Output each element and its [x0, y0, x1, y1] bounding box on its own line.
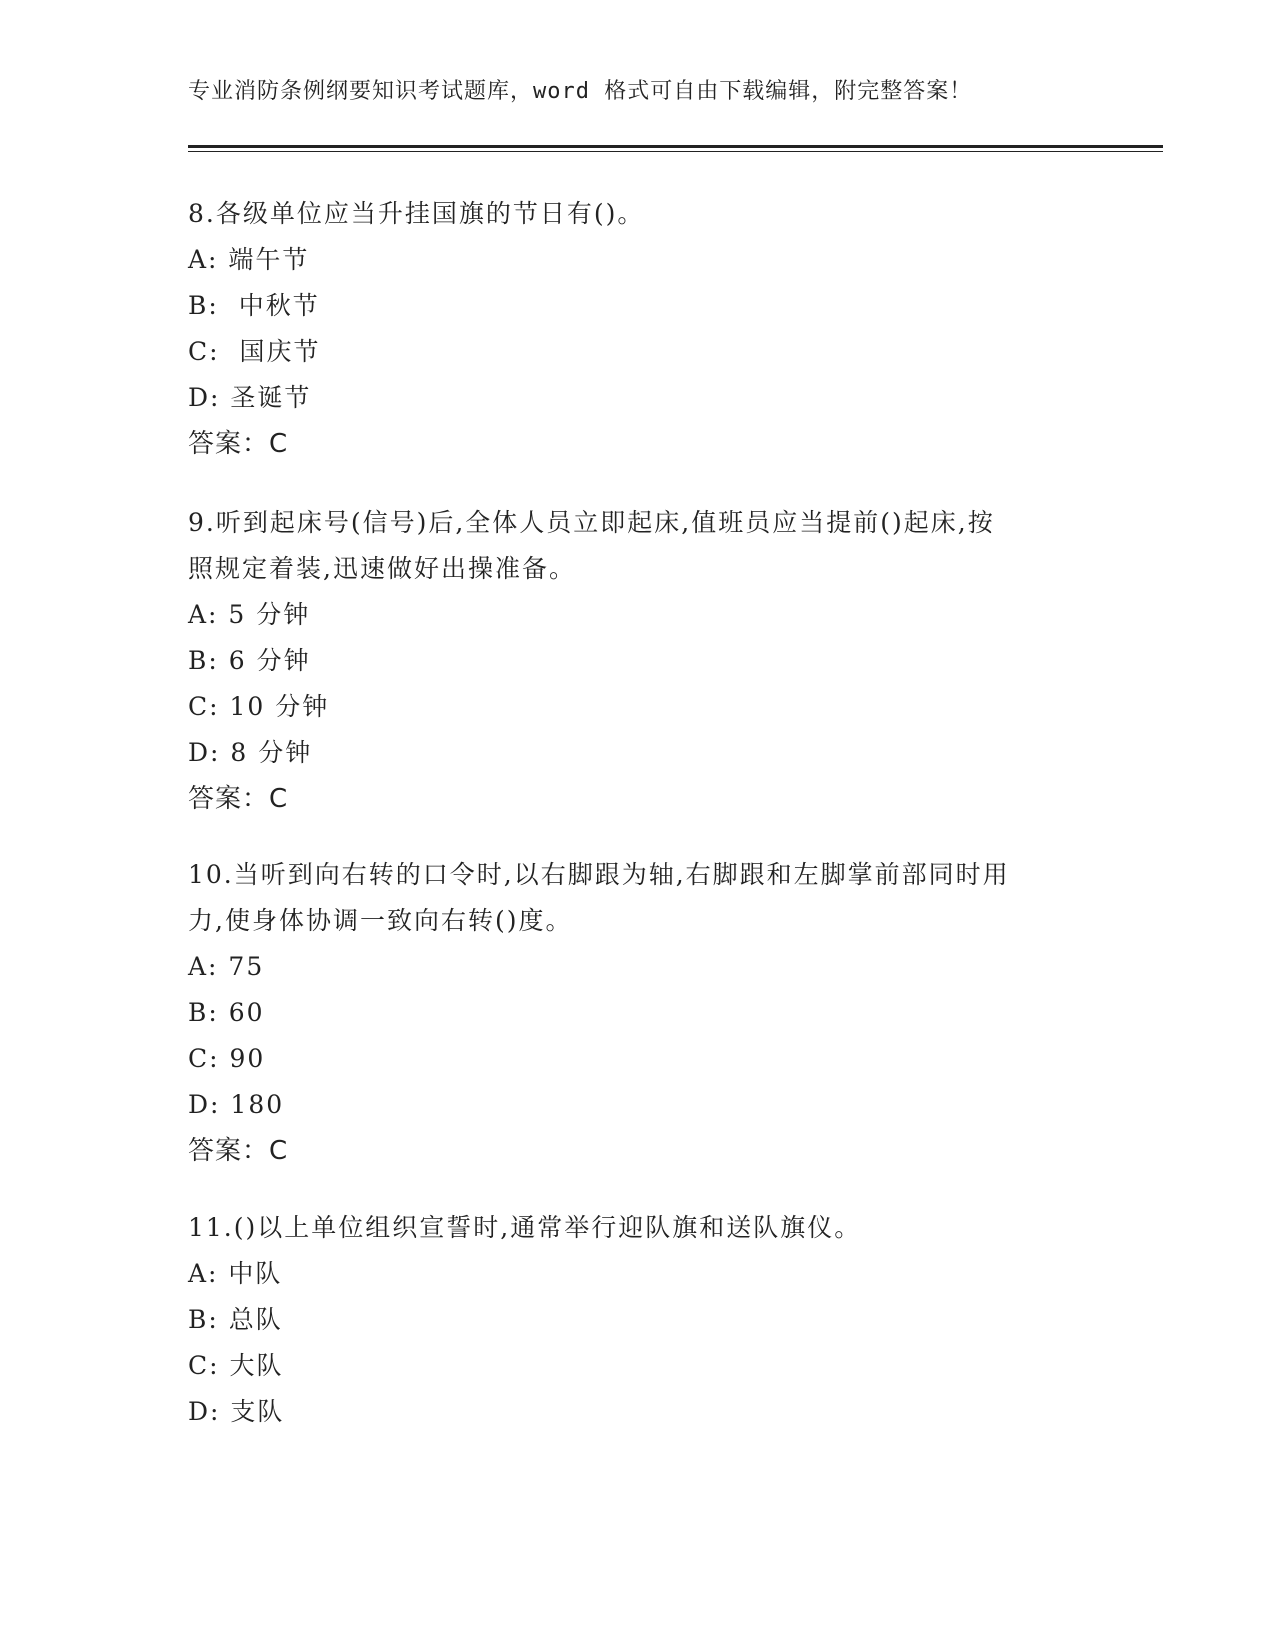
option-b: B: 6 分钟 [188, 646, 311, 675]
option-c: C: 大队 [188, 1351, 284, 1380]
answer-label: 答案：C [188, 429, 289, 459]
question-8 [188, 191, 1088, 467]
option-d: D: 180 [188, 1090, 285, 1119]
option-a: A: 端午节 [188, 245, 310, 274]
question-9 [188, 500, 1088, 822]
option-b: B: 中秋节 [188, 291, 320, 320]
question-10 [188, 852, 1088, 1174]
answer-label: 答案：C [188, 1136, 289, 1166]
question-stem-continued: 照规定着装,迅速做好出操准备。 [188, 554, 576, 583]
option-a: A: 中队 [188, 1259, 283, 1288]
question-stem: 8.各级单位应当升挂国旗的节日有()。 [188, 199, 645, 228]
option-b: B: 总队 [188, 1305, 283, 1334]
page-header-title: 专业消防条例纲要知识考试题库，word 格式可自由下载编辑，附完整答案！ [188, 79, 973, 104]
option-a: A: 75 [188, 952, 265, 981]
option-d: D: 圣诞节 [188, 383, 312, 412]
option-d: D: 8 分钟 [188, 738, 313, 767]
option-c: C: 90 [188, 1044, 266, 1073]
question-stem: 11.()以上单位组织宣誓时,通常举行迎队旗和送队旗仪。 [188, 1213, 862, 1242]
option-c: C: 10 分钟 [188, 692, 330, 721]
option-a: A: 5 分钟 [188, 600, 311, 629]
option-d: D: 支队 [188, 1397, 285, 1426]
question-stem: 10.当听到向右转的口令时,以右脚跟为轴,右脚跟和左脚掌前部同时用 [188, 860, 1010, 889]
question-stem-continued: 力,使身体协调一致向右转()度。 [188, 906, 573, 935]
option-c: C: 国庆节 [188, 337, 321, 366]
option-b: B: 60 [188, 998, 265, 1027]
answer-label: 答案：C [188, 784, 289, 814]
header-divider-thick [188, 145, 1163, 148]
question-stem: 9.听到起床号(信号)后,全体人员立即起床,值班员应当提前()起床,按 [188, 508, 995, 537]
question-11 [188, 1205, 1088, 1435]
header-divider-thin [188, 151, 1163, 152]
